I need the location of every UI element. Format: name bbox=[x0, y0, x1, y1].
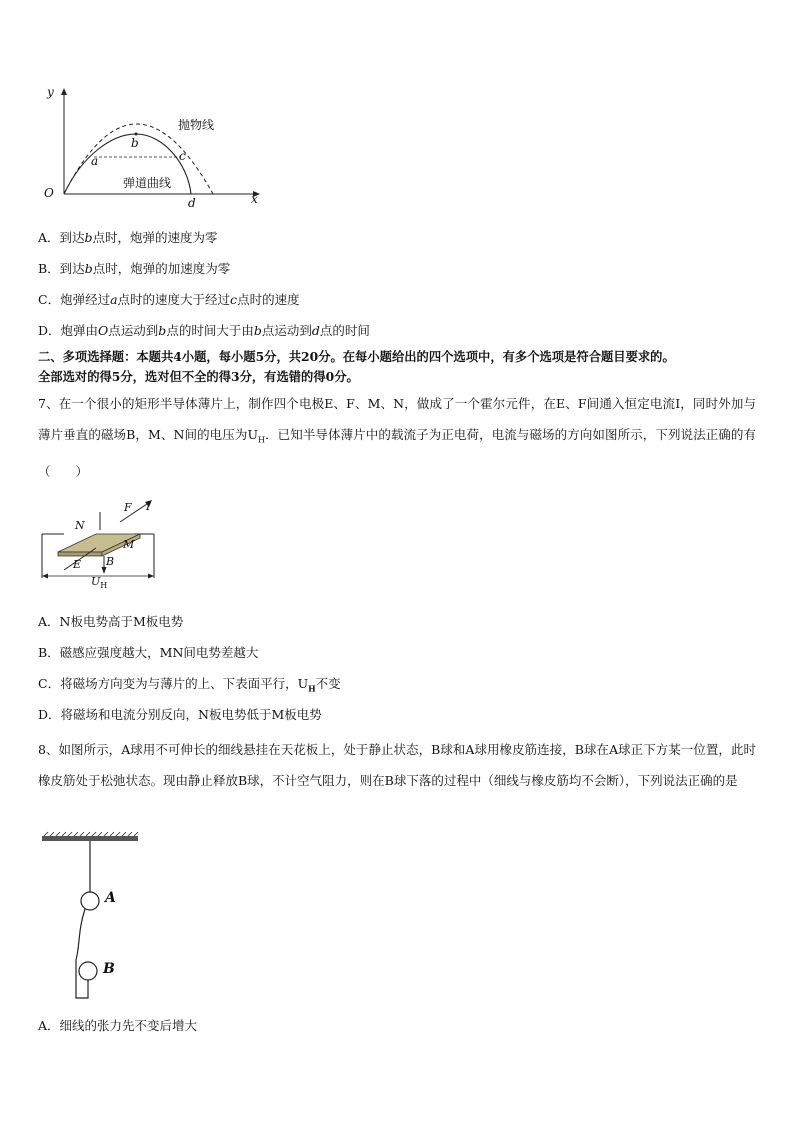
balls-figure bbox=[38, 830, 148, 1010]
q7-stem: 7、在一个很小的矩形半导体薄片上，制作四个电极E、F、M、N，做成了一个霍尔元件，在E、F间通入恒定电流I，同时外加与薄片垂直的磁场B，M、N间的电压为$U_H$．已知半导体薄片中的载流子为正电荷，电流与磁场的方向如图所示，下列说法正确的有（ ） bbox=[38, 396, 756, 479]
q7-option-a: A．N板电势高于M板电势 bbox=[38, 614, 184, 629]
q7-option-d: D．将磁场和电流分别反向，N板电势低于M板电势 bbox=[38, 707, 322, 722]
q7-fig-label-n: N bbox=[75, 519, 85, 532]
q6-option-c: C．炮弹经过a点时的速度大于经过c点时的速度 bbox=[38, 292, 300, 307]
fig1-ballistic-label: 弹道曲线 bbox=[123, 176, 172, 190]
q8-fig-label-a: A bbox=[105, 890, 116, 906]
q8-stem: 8、如图所示，A球用不可伸长的细线悬挂在天花板上，处于静止状态，B球和A球用橡皮筋连接，B球在A球正下方某一位置，此时橡皮筋处于松弛状态。现由静止释放B球，不计空气阻力，则在B球下落的过程中（细线与橡皮筋均不会断），下列说法正确的是 bbox=[38, 742, 756, 788]
q7-fig-label-e: E bbox=[73, 558, 82, 571]
q7-fig-label-b: B bbox=[106, 555, 115, 568]
fig1-point-d: d bbox=[188, 196, 196, 210]
q7-option-c: C．将磁场方向变为与薄片的上、下表面平行，$U_H$不变 bbox=[38, 676, 341, 694]
q8-fig-label-b: B bbox=[103, 961, 115, 977]
q7-fig-label-f: F bbox=[124, 501, 132, 514]
q6-option-b: B．到达b点时，炮弹的加速度为零 bbox=[38, 261, 231, 276]
fig1-axis-y: y bbox=[47, 85, 54, 99]
fig1-point-b: b bbox=[131, 136, 139, 150]
q6-option-d: D．炮弹由O点运动到b点的时间大于由b点运动到d点的时间 bbox=[38, 323, 370, 338]
fig1-parabola-label: 抛物线 bbox=[178, 118, 215, 132]
section2-line1: 二、多项选择题：本题共4小题，每小题5分，共20分。在每小题给出的四个选项中，有多个选项是符合题目要求的。 bbox=[38, 349, 675, 364]
fig1-axis-x: x bbox=[251, 192, 258, 206]
q8-option-a: A．细线的张力先不变后增大 bbox=[38, 1018, 198, 1033]
q7-fig-label-i: I bbox=[146, 500, 151, 513]
q7-fig-label-m: M bbox=[123, 538, 135, 551]
fig1-point-c: c bbox=[179, 149, 186, 163]
fig1-origin: O bbox=[44, 186, 54, 200]
q7-fig-label-uh: $U_H$ bbox=[91, 575, 108, 591]
trajectory-figure bbox=[38, 84, 268, 212]
q7-option-b: B．磁感应强度越大，MN间电势差越大 bbox=[38, 645, 259, 660]
q6-option-a: A．到达b点时，炮弹的速度为零 bbox=[38, 230, 218, 245]
section2-line2: 全部选对的得5分，选对但不全的得3分，有选错的得0分。 bbox=[38, 369, 359, 384]
fig1-point-a: a bbox=[91, 154, 99, 168]
